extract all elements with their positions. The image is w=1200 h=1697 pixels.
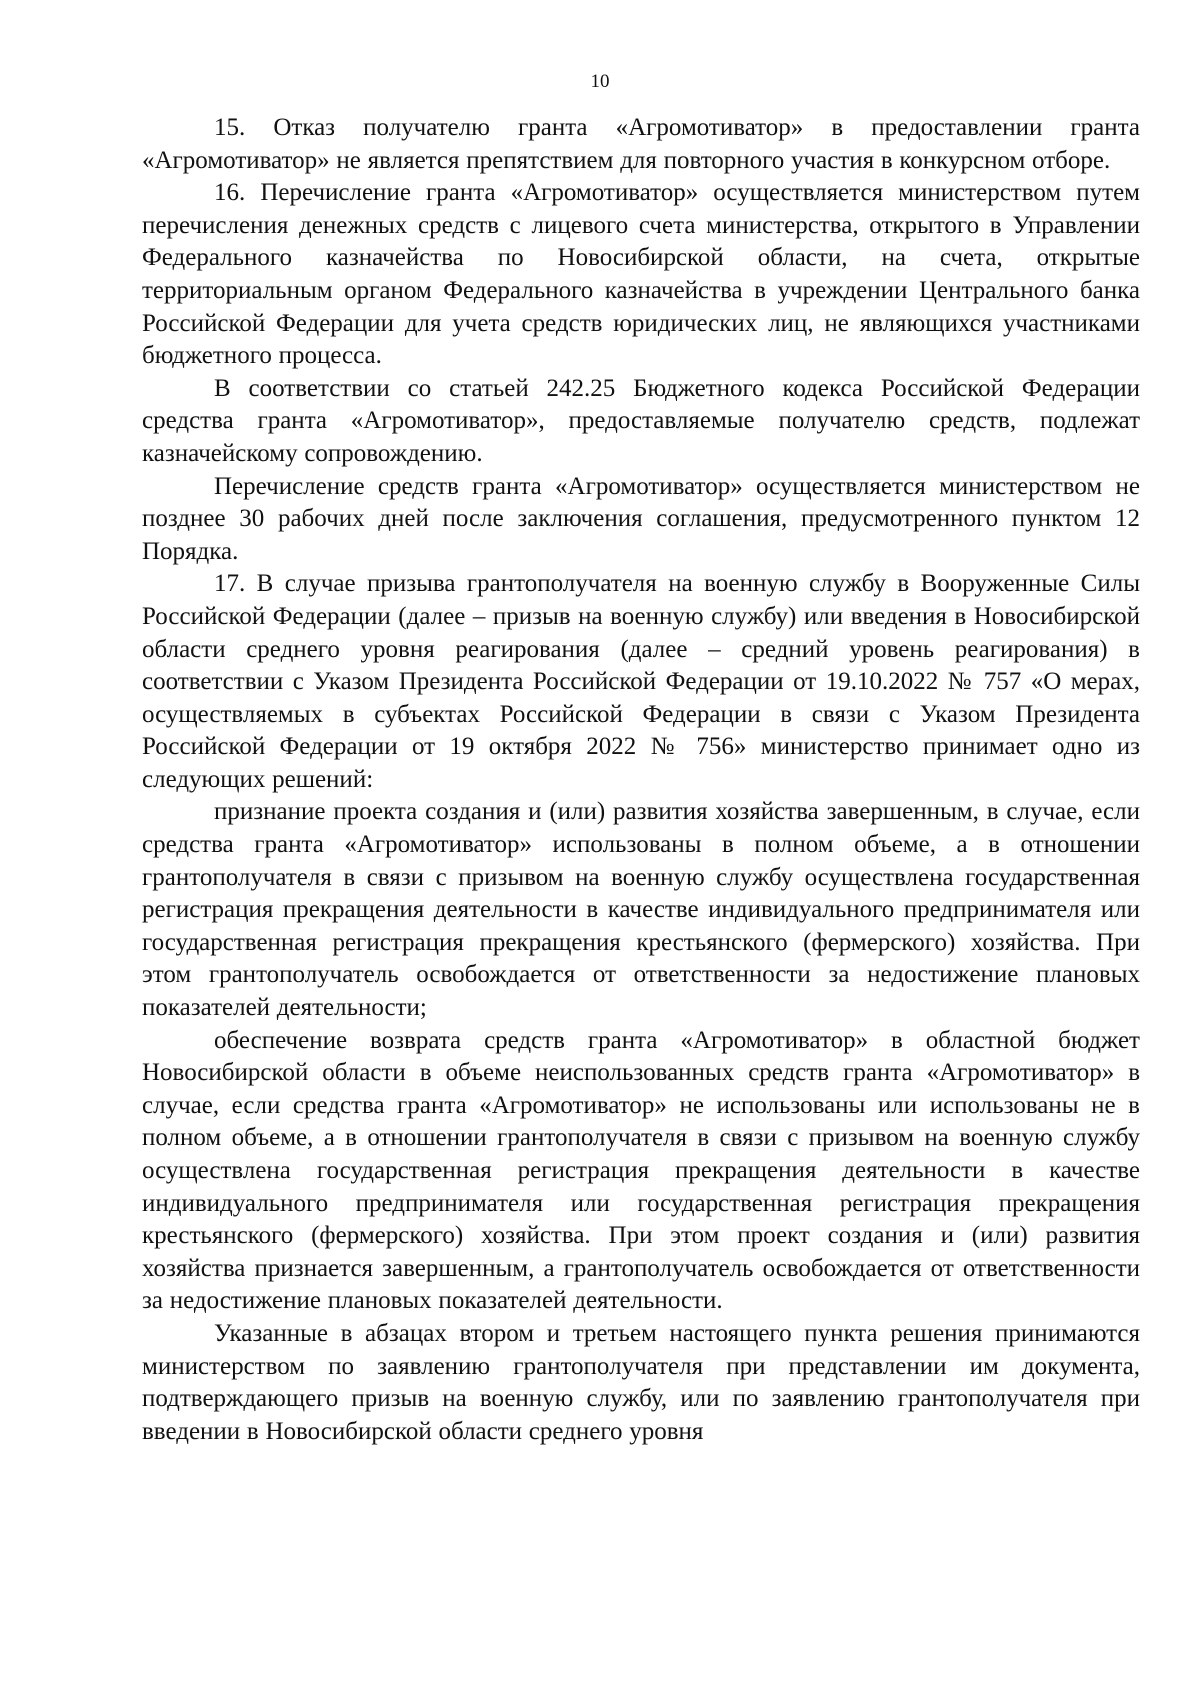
paragraph-decisions-application: Указанные в абзацах втором и третьем настоящего пункта решения принимаются министерством по заявлению грантополучателя при представлении им документа, подтверждающего призыв на военную службу, или по заявлению грантополучателя при введении в Новосибирской области среднего уровня bbox=[142, 1319, 1140, 1445]
paragraph-15-refusal: 15. Отказ получателю гранта «Агромотиватор» в предоставлении гранта «Агромотиватор» не является препятствием для повторного участия в конкурсном отборе. bbox=[142, 114, 1140, 174]
paragraph-treasury-support: В соответствии со статьей 242.25 Бюджетного кодекса Российской Федерации средства гранта «Агромотиватор», предоставляемые получателю средств, подлежат казначейскому сопровождению. bbox=[142, 374, 1140, 467]
paragraph-decision-refund: обеспечение возврата средств гранта «Агромотиватор» в областной бюджет Новосибирской области в объеме неиспользованных средств гранта «Агромотиватор» в случае, если средства гранта «Агромотиватор» не использованы или использованы не в полном объеме, а в отношении грантополучателя в связи с призывом на военную службу осуществлена государственная регистрация прекращения деятельности в качестве индивидуального предпринимателя или государственная регистрация прекращения крестьянского (фермерского) хозяйства. При этом проект создания и (или) развития хозяйства признается завершенным, а грантополучатель освобождается от ответственности за недостижение плановых показателей деятельности. bbox=[142, 1026, 1140, 1315]
document-body bbox=[142, 112, 1140, 1448]
paragraph-16-transfer: 16. Перечисление гранта «Агромотиватор» осуществляется министерством путем перечисления денежных средств с лицевого счета министерства, открытого в Управлении Федерального казначейства по Новосибирской области, на счета, открытые территориальным органом Федерального казначейства в учреждении Центрального банка Российской Федерации для учета средств юридических лиц, не являющихся участниками бюджетного процесса. bbox=[142, 179, 1140, 370]
page-number: 10 bbox=[590, 71, 610, 92]
paragraph-decision-completed: признание проекта создания и (или) развития хозяйства завершенным, в случае, если средства гранта «Агромотиватор» использованы в полном объеме, а в отношении грантополучателя в связи с призывом на военную службу осуществлена государственная регистрация прекращения деятельности в качестве индивидуального предпринимателя или государственная регистрация прекращения крестьянского (фермерского) хозяйства. При этом грантополучатель освобождается от ответственности за недостижение плановых показателей деятельности; bbox=[142, 798, 1140, 1022]
paragraph-transfer-deadline: Перечисление средств гранта «Агромотиватор» осуществляется министерством не позднее 30 рабочих дней после заключения соглашения, предусмотренного пунктом 12 Порядка. bbox=[142, 472, 1140, 565]
paragraph-17-conscription: 17. В случае призыва грантополучателя на военную службу в Вооруженные Силы Российской Федерации (далее – призыв на военную службу) или введения в Новосибирской области среднего уровня реагирования (далее – средний уровень реагирования) в соответствии с Указом Президента Российской Федерации от 19.10.2022 № 757 «О мерах, осуществляемых в субъектах Российской Федерации в связи с Указом Президента Российской Федерации от 19 октября 2022 № 756» министерство принимает одно из следующих решений: bbox=[142, 570, 1140, 793]
